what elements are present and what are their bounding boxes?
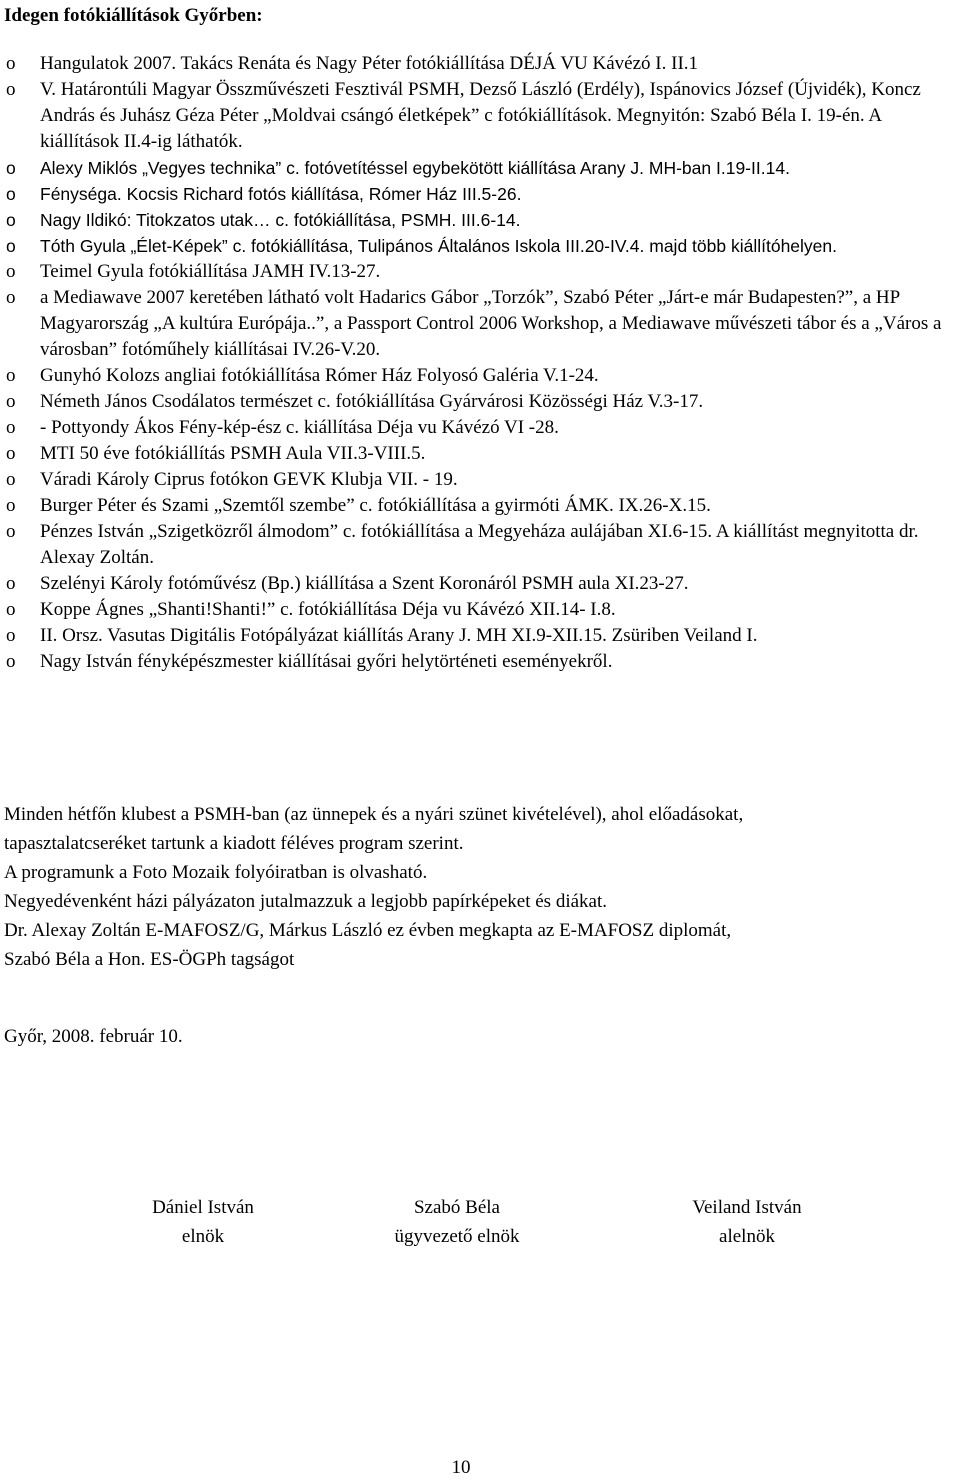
signature-title: alelnök: [719, 1226, 775, 1247]
signature-block-vice-president: [617, 1193, 877, 1251]
paragraph-line: tapasztalatcseréket tartunk a kiadott féléves program szerint.: [4, 833, 464, 854]
list-item: o Hangulatok 2007. Takács Renáta és Nagy Péter fotókiállítása DÉJÁ VU Kávézó I. II.1: [0, 51, 960, 77]
list-item: o Teimel Gyula fotókiállítása JAMH IV.13-27.: [0, 259, 960, 285]
list-item: o Alexy Miklós „Vegyes technika” c. fotóvetítéssel egybekötött kiállítása Arany J. MH-ban I.19-II.14.: [0, 155, 960, 181]
list-item: o Váradi Károly Ciprus fotókon GEVK Klubja VII. - 19.: [0, 467, 960, 493]
list-item: o Nagy Ildikó: Titokzatos utak… c. fotókiállítása, PSMH. III.6-14.: [0, 207, 960, 233]
list-item: o MTI 50 éve fotókiállítás PSMH Aula VII.3-VIII.5.: [0, 441, 960, 467]
exhibition-list: [0, 51, 960, 675]
list-item: o Burger Péter és Szami „Szemtől szembe” c. fotókiállítása a gyirmóti ÁMK. IX.26-X.15.: [0, 493, 960, 519]
list-item: o Szelényi Károly fotóművész (Bp.) kiállítása a Szent Koronáról PSMH aula XI.23-27.: [0, 571, 960, 597]
list-item: o Tóth Gyula „Élet-Képek” c. fotókiállítása, Tulipános Általános Iskola III.20-IV.4. majd több kiállítóhelyen.: [0, 233, 960, 259]
list-item: o a Mediawave 2007 keretében látható volt Hadarics Gábor „Torzók”, Szabó Péter „Járt-e már Budapesten?”, a HP Magyarország „A kultúra Európája..”, a Passport Control 2006 Workshop, a Mediawave művészeti tábor és a „Város a városban” fotóműhely kiállításai IV.26-V.20.: [0, 285, 960, 363]
paragraph-line: Dr. Alexay Zoltán E-MAFOSZ/G, Márkus László ez évben megkapta az E-MAFOSZ diplomát,: [4, 920, 732, 941]
signature-title: ügyvezető elnök: [394, 1226, 520, 1247]
paragraph-line: Negyedévenként házi pályázaton jutalmazzuk a legjobb papírképeket és diákat.: [4, 891, 607, 912]
signature-block-president: [73, 1193, 333, 1251]
page-number: 10: [451, 1457, 471, 1478]
signature-name: Veiland István: [692, 1197, 802, 1218]
list-item: o V. Határontúli Magyar Összművészeti Fesztivál PSMH, Dezső László (Erdély), Ispánovics József (Újvidék), Koncz András és Juhász Géza Péter „Moldvai csángó életképek” c fotókiállítások. Megnyitón: Szabó Béla I. 19-én. A kiállítások II.4-ig láthatók.: [0, 77, 960, 155]
list-item: o Pénzes István „Szigetközről álmodom” c. fotókiállítása a Megyeháza aulájában XI.6-15. A kiállítást megnyitotta dr. Alexay Zoltán.: [0, 519, 960, 571]
list-item: o - Pottyondy Ákos Fény-kép-ész c. kiállítása Déja vu Kávézó VI -28.: [0, 415, 960, 441]
signature-block-executive: [327, 1193, 587, 1251]
signature-title: elnök: [181, 1226, 225, 1247]
list-item: o Gunyhó Kolozs angliai fotókiállítása Rómer Ház Folyosó Galéria V.1-24.: [0, 363, 960, 389]
list-item: o Fénységa. Kocsis Richard fotós kiállítása, Rómer Ház III.5-26.: [0, 181, 960, 207]
list-item: o II. Orsz. Vasutas Digitális Fotópályázat kiállítás Arany J. MH XI.9-XII.15. Zsüriben Veiland I.: [0, 623, 960, 649]
club-info-text: [4, 800, 954, 974]
dateline: Győr, 2008. február 10.: [4, 1026, 183, 1047]
signature-name: Szabó Béla: [413, 1197, 500, 1218]
list-item: o Koppe Ágnes „Shanti!Shanti!” c. fotókiállítása Déja vu Kávézó XII.14- I.8.: [0, 597, 960, 623]
paragraph-line: A programunk a Foto Mozaik folyóiratban is olvasható.: [4, 862, 428, 883]
paragraph-line: Minden hétfőn klubest a PSMH-ban (az ünnepek és a nyári szünet kivételével), ahol előadásokat,: [4, 804, 744, 825]
page-heading: Idegen fotókiállítások Győrben:: [4, 5, 263, 26]
list-item: o Németh János Csodálatos természet c. fotókiállítása Gyárvárosi Közösségi Ház V.3-17.: [0, 389, 960, 415]
paragraph-line: Szabó Béla a Hon. ES-ÖGPh tagságot: [4, 949, 295, 970]
list-item: o Nagy István fényképészmester kiállításai győri helytörténeti eseményekről.: [0, 649, 960, 675]
signature-name: Dániel István: [152, 1197, 254, 1218]
